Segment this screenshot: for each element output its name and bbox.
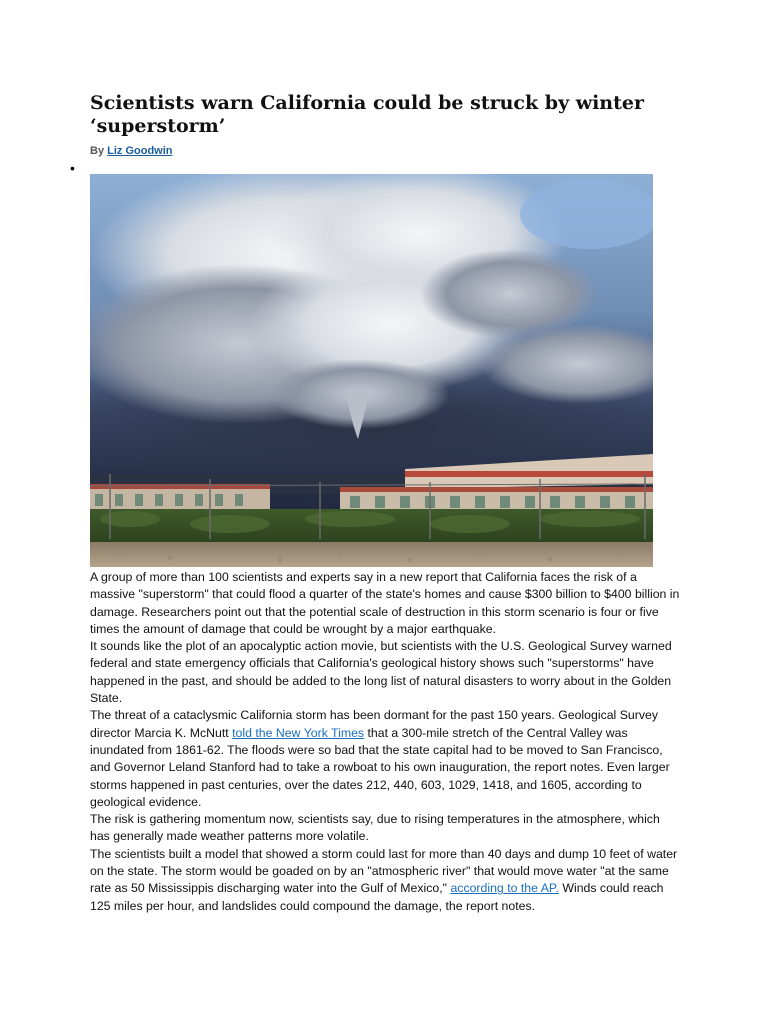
- article-headline: Scientists warn California could be struck by winter ‘superstorm’: [90, 92, 644, 137]
- paragraph-2: [90, 638, 680, 707]
- paragraph-text: It sounds like the plot of an apocalyptic action movie, but scientists with the U.S. Geological Survey warned federal and state emergency officials that California's geological history shows such "superstorms" have happened in the past, and should be added to the long list of natural disasters to worry about in the Golden State.: [90, 639, 672, 706]
- list-bullet: •: [70, 160, 75, 176]
- article-body: [90, 569, 680, 915]
- paragraph-text: A group of more than 100 scientists and experts say in a new report that California faces the risk of a massive "superstorm" that could flood a quarter of the state's homes and cause $300 billion to $400 billion in damage. Researchers point out that the potential scale of destruction in this storm scenario is four or five times the amount of damage that could be wrought by a major earthquake.: [90, 570, 680, 636]
- paragraph-text: The scientists built a model that showed a storm could last for more than 40 days and dump 10 feet of water on the state. The storm would be goaded on by an "atmospheric river" that would move water "at the same rate as 50 Mississippis discharging water into the Gulf of Mexico,": [90, 846, 678, 896]
- paragraph-1: [90, 569, 680, 638]
- paragraph-5: [90, 846, 680, 915]
- paragraph-text: The threat of a cataclysmic California storm has been dormant for the past 150 years. Geological Survey director Marcia K. McNutt: [90, 708, 658, 740]
- paragraph-text: Winds could reach 125 miles per hour, and landslides could compound the damage, the report notes.: [90, 881, 664, 913]
- paragraph-4: [90, 811, 680, 846]
- byline: [90, 145, 173, 157]
- storm-photo: [90, 174, 653, 567]
- ap-link[interactable]: according to the AP.: [450, 881, 559, 896]
- author-link[interactable]: Liz Goodwin: [107, 145, 173, 157]
- byline-prefix: By: [90, 145, 108, 157]
- nyt-link[interactable]: told the New York Times: [232, 725, 365, 740]
- paragraph-3: [90, 707, 680, 811]
- paragraph-text: The risk is gathering momentum now, scientists say, due to rising temperatures in the atmosphere, which has generally made weather patterns more volatile.: [90, 812, 660, 844]
- paragraph-text: that a 300-mile stretch of the Central Valley was inundated from 1861-62. The floods were so bad that the state capital had to be moved to San Francisco, and Governor Leland Stanford had to take a rowboat to his own inauguration, the report notes. Even larger storms happened in past centuries, over the dates 212, 440, 603, 1029, 1418, and 1605, according to geological evidence.: [90, 725, 670, 809]
